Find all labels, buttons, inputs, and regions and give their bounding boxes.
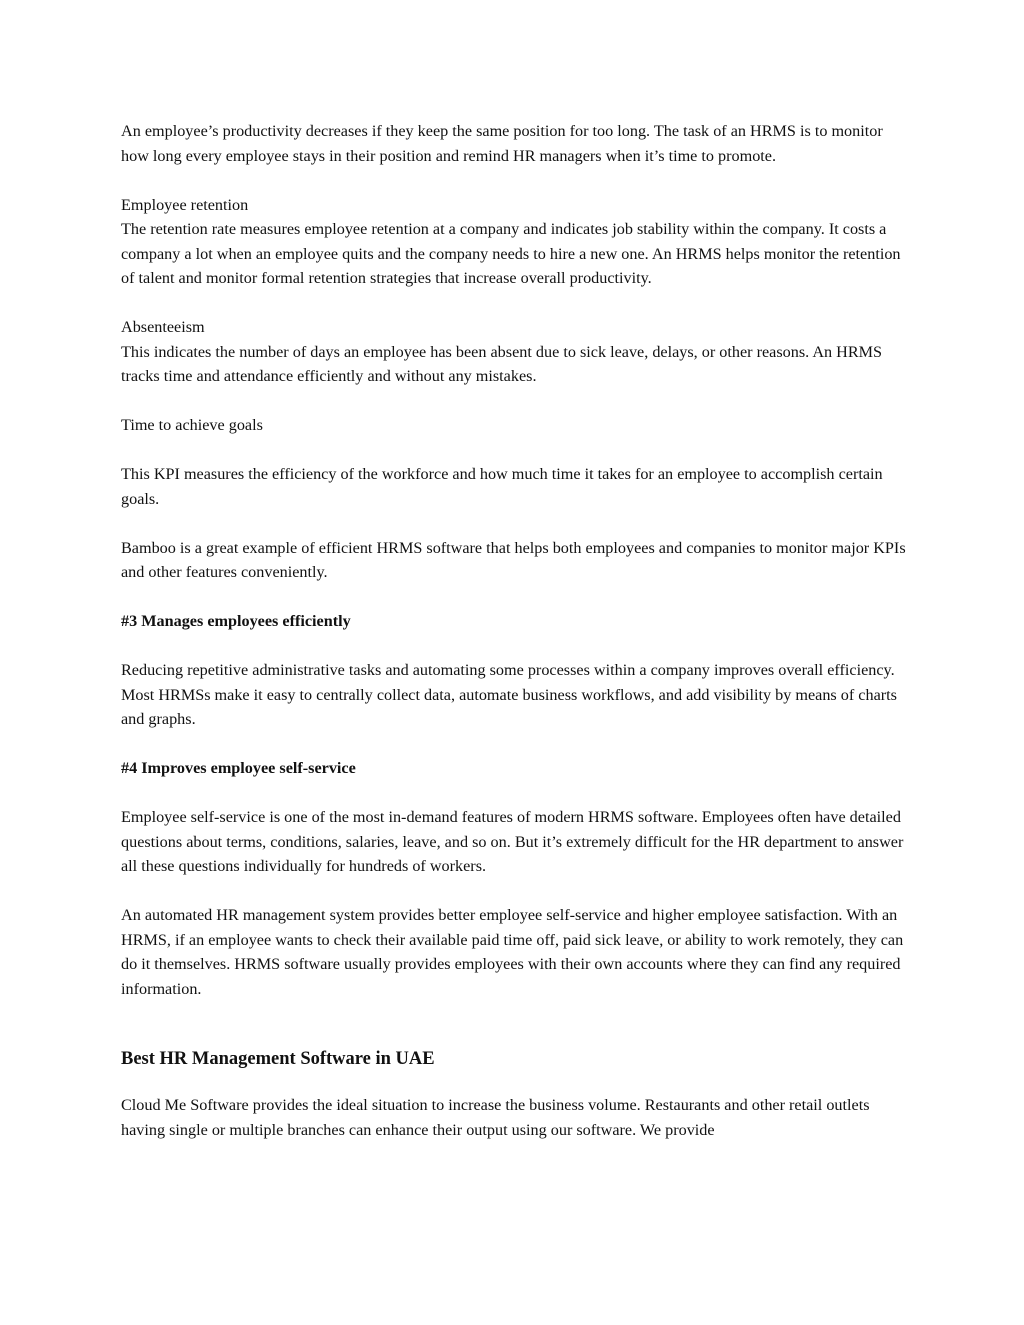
selfservice-paragraph-2: An automated HR management system provides better employee self-service and higher employee satisfaction. With an HRMS, if an employee wants to check their available paid time off, paid sick leave, or ability to work remotely, they can do it themselves. HRMS software usually provides employees with their own accounts where they can find any required information.: [121, 906, 904, 998]
manages-heading: #3 Manages employees efficiently: [121, 612, 351, 630]
manages-paragraph: Reducing repetitive administrative tasks and automating some processes within a company improves overall efficiency. Most HRMSs make it easy to centrally collect data, automate business workflows, and add visibility by means of charts and graphs.: [121, 661, 897, 728]
document-page: [121, 119, 911, 1167]
selfservice-heading: #4 Improves employee self-service: [121, 759, 356, 777]
retention-paragraph: The retention rate measures employee retention at a company and indicates job stability within the company. It costs a company a lot when an employee quits and the company needs to hire a new one. An HRMS helps monitor the retention of talent and monitor formal retention strategies that increase overall productivity.: [121, 220, 901, 287]
selfservice-paragraph-1: Employee self-service is one of the most in-demand features of modern HRMS software. Employees often have detailed questions about terms, conditions, salaries, leave, and so on. But it’s extremely difficult for the HR department to answer all these questions individually for hundreds of workers.: [121, 808, 904, 875]
goals-label: Time to achieve goals: [121, 416, 263, 434]
bamboo-paragraph: Bamboo is a great example of efficient HRMS software that helps both employees and companies to monitor major KPIs and other features conveniently.: [121, 538, 906, 581]
intro-paragraph: An employee’s productivity decreases if they keep the same position for too long. The task of an HRMS is to monitor how long every employee stays in their position and remind HR managers when it’s time to promote.: [121, 122, 883, 165]
goals-paragraph: This KPI measures the efficiency of the workforce and how much time it takes for an employee to accomplish certain goals.: [121, 465, 883, 508]
retention-label: Employee retention: [121, 195, 249, 214]
section-title: Best HR Management Software in UAE: [121, 1049, 435, 1069]
absenteeism-paragraph: This indicates the number of days an employee has been absent due to sick leave, delays, or other reasons. An HRMS tracks time and attendance efficiently and without any mistakes.: [121, 342, 883, 385]
cloudme-paragraph: Cloud Me Software provides the ideal situation to increase the business volume. Restaurants and other retail outlets having single or multiple branches can enhance their output using our software. We provide: [121, 1096, 870, 1139]
absenteeism-label: Absenteeism: [121, 318, 205, 336]
